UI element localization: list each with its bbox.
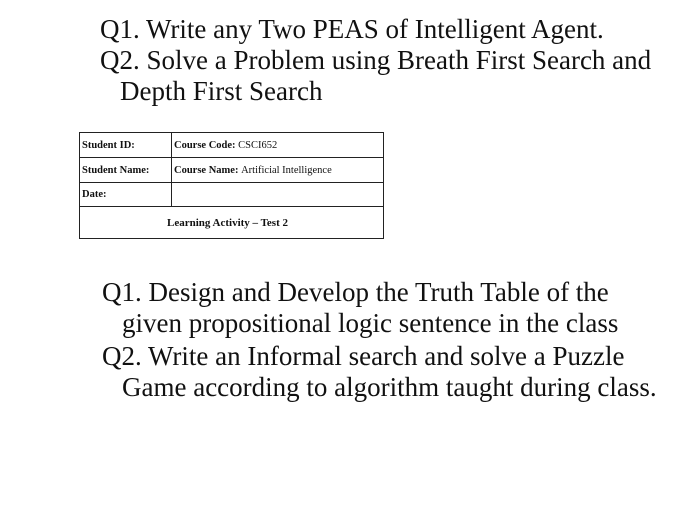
- bottom-questions: [102, 277, 662, 405]
- course-name-cell: [172, 158, 383, 182]
- student-info-table: [79, 132, 384, 239]
- date-value-cell: [172, 183, 383, 206]
- table-row: [80, 133, 383, 158]
- question-bfs-dfs: Q2. Solve a Problem using Breath First Search and Depth First Search: [100, 45, 652, 106]
- activity-title: Learning Activity – Test 2: [166, 216, 288, 229]
- question-informal-search: Q2. Write an Informal search and solve a Puzzle Game according to algorithm taught during class.: [102, 341, 657, 402]
- course-name-value: Artificial Intelligence: [241, 164, 332, 176]
- student-id-label: Student ID:: [80, 133, 172, 157]
- course-name-label: Course Name:: [174, 164, 239, 176]
- student-name-label: Student Name:: [80, 158, 172, 182]
- table-row: [80, 183, 383, 207]
- table-row: [80, 207, 383, 238]
- table-row: [80, 158, 383, 183]
- course-code-value: CSCI652: [238, 139, 278, 151]
- course-code-cell: [172, 133, 383, 157]
- top-questions: [100, 14, 660, 107]
- course-code-label: Course Code:: [174, 139, 236, 151]
- date-label: Date:: [80, 183, 172, 206]
- question-peas: Q1. Write any Two PEAS of Intelligent Agent.: [100, 14, 604, 44]
- question-truth-table: Q1. Design and Develop the Truth Table of the given propositional logic sentence in the class: [102, 277, 619, 338]
